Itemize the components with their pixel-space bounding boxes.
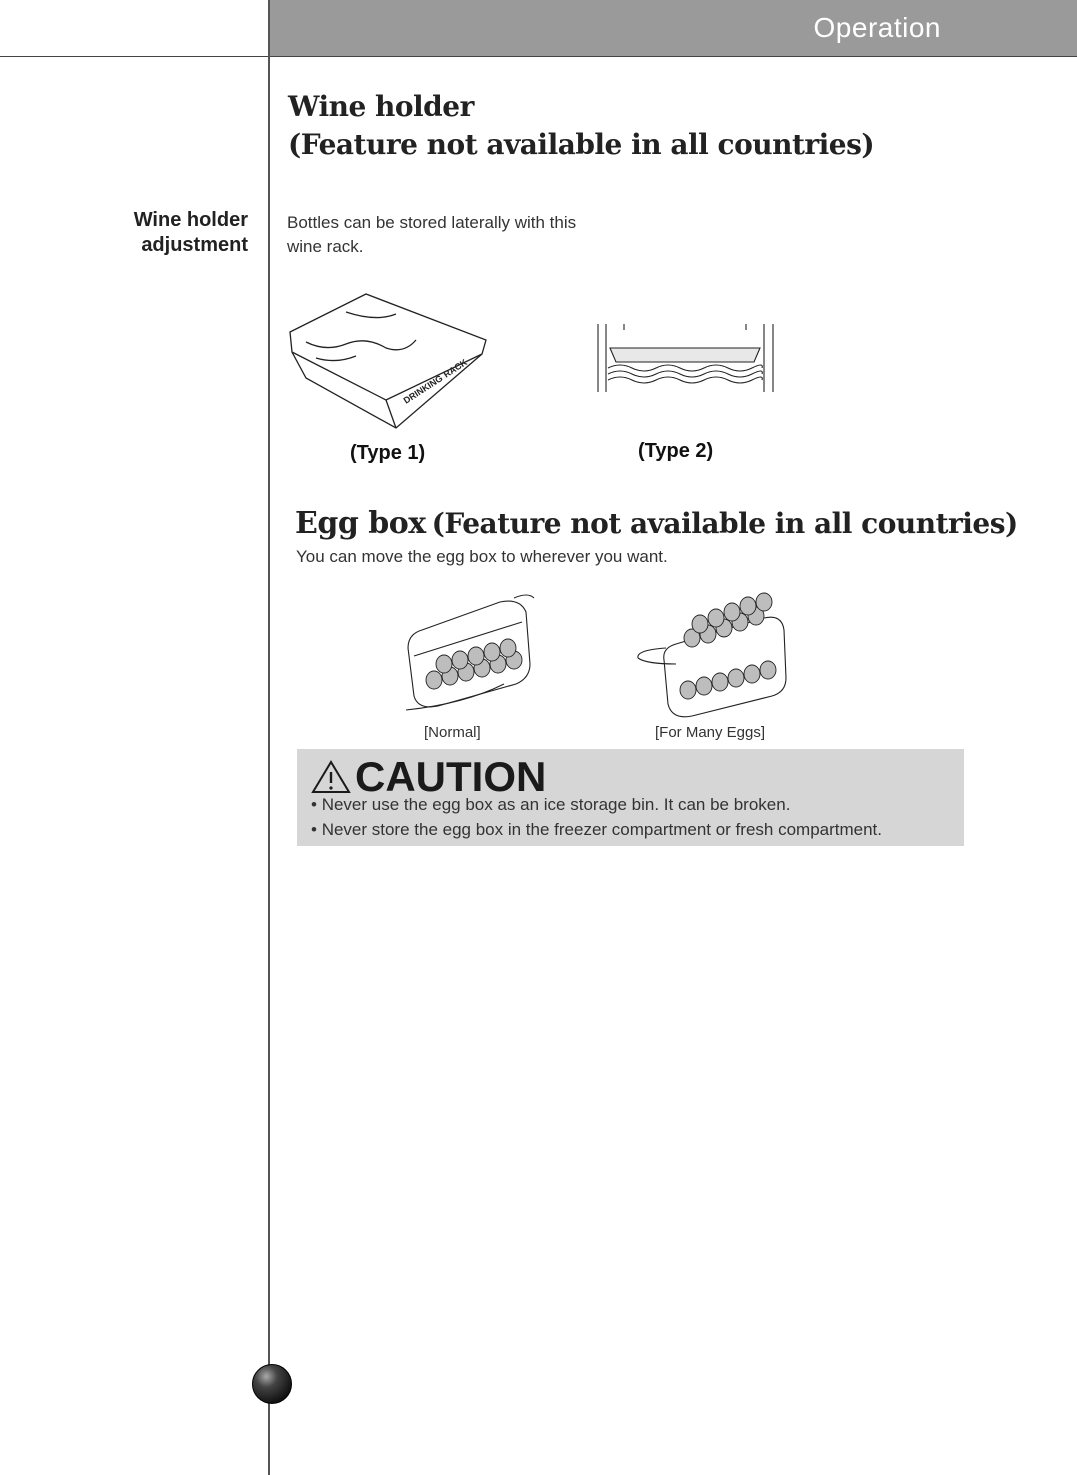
egg-box-normal-illustration <box>404 594 534 718</box>
many-eggs-caption: [For Many Eggs] <box>655 724 766 741</box>
side-label-line1: Wine holder <box>133 209 248 231</box>
description-line1: Bottles can be stored laterally with this <box>287 213 577 232</box>
type1-caption: (Type 1) <box>350 442 426 464</box>
bullet-icon: • <box>311 820 322 839</box>
header-bar <box>270 0 1077 56</box>
top-divider <box>0 56 1077 57</box>
bullet-icon: • <box>311 795 322 814</box>
wine-holder-description <box>287 211 576 259</box>
egg-box-heading-main: Egg box <box>295 506 426 541</box>
rack-print-word2: RACK <box>441 357 469 380</box>
section-title: Operation <box>813 12 941 43</box>
normal-caption: [Normal] <box>424 724 481 741</box>
side-label-line2: adjustment <box>141 234 248 256</box>
caution-box <box>297 749 964 846</box>
vertical-divider <box>268 0 270 1475</box>
caution-item-text: Never store the egg box in the freezer compartment or fresh compartment. <box>321 820 882 839</box>
rack-print-word1: DRINKING <box>401 373 445 406</box>
side-label <box>134 208 248 258</box>
wine-holder-heading <box>288 88 874 164</box>
caution-item <box>311 795 790 815</box>
egg-box-heading <box>295 505 1018 543</box>
description-line2: wine rack. <box>287 237 364 256</box>
page-marker-dot <box>252 1364 292 1404</box>
wine-holder-heading-line1: Wine holder <box>288 90 474 123</box>
wine-rack-type2-illustration <box>596 322 776 394</box>
egg-box-heading-sub: (Feature not available in all countries) <box>431 507 1018 540</box>
caution-label: CAUTION <box>355 753 547 800</box>
egg-box-many-eggs-illustration <box>636 594 792 718</box>
wine-rack-type1-illustration <box>286 292 496 432</box>
caution-item-text: Never use the egg box as an ice storage bin. It can be broken. <box>321 795 791 814</box>
warning-triangle-icon <box>311 760 351 794</box>
caution-item <box>311 820 882 840</box>
wine-holder-heading-line2: (Feature not available in all countries) <box>288 128 875 161</box>
egg-box-description: You can move the egg box to wherever you want. <box>296 547 668 566</box>
type2-caption: (Type 2) <box>638 440 714 462</box>
